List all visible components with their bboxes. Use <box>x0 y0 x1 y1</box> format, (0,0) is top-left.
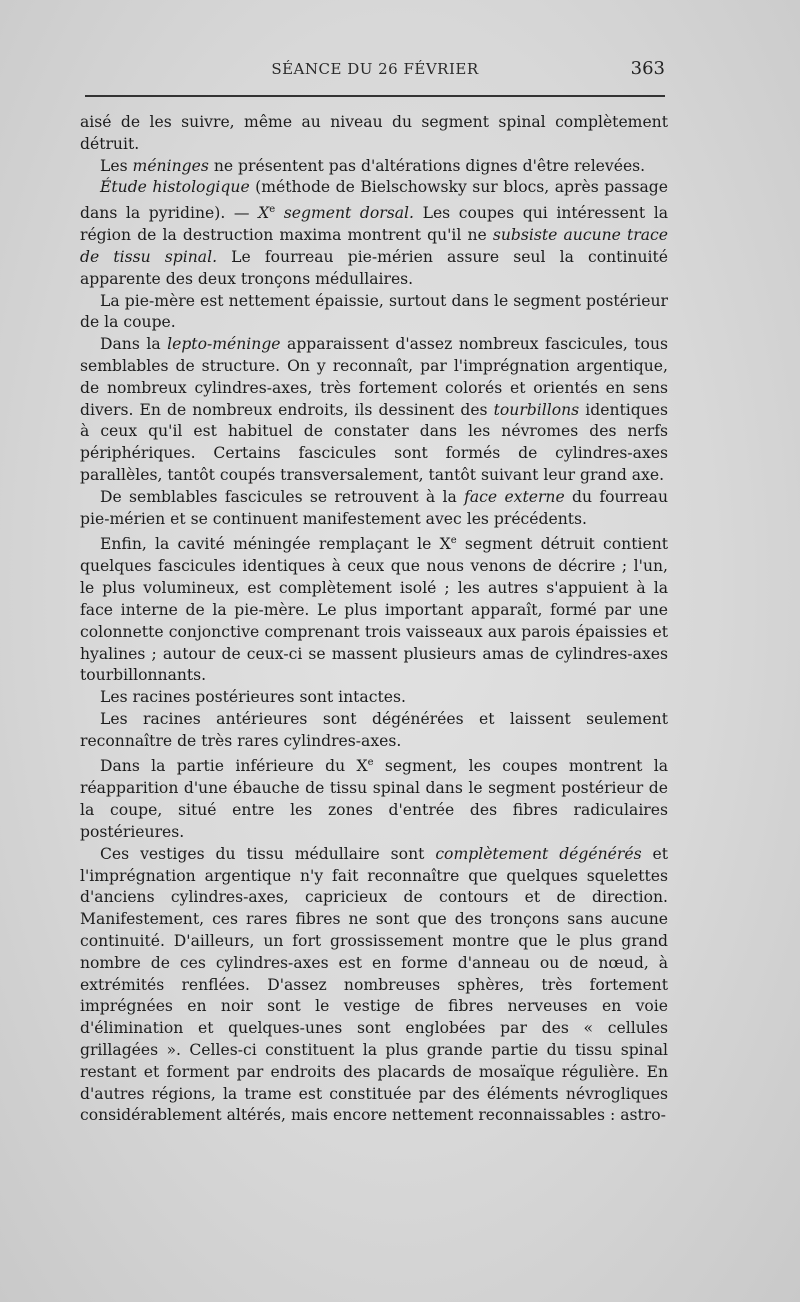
superscript: e <box>269 204 276 216</box>
text-run: De semblables fascicules se retrouvent à la <box>100 487 465 506</box>
italic-run: subsiste aucune trace de tissu spinal. <box>80 226 668 266</box>
page-header <box>85 58 665 84</box>
italic-run: méninges <box>132 156 209 175</box>
italic-run: segment dorsal. <box>283 204 414 223</box>
text-run: Enfin, la cavité méningée remplaçant le X <box>100 535 451 554</box>
text-run: Les racines antérieures sont dégénérées et laissent seulement reconnaître de très rares cylindres-axes. <box>80 709 668 750</box>
text-run: (méthode de Bielschowsky sur blocs, après passage dans la pyridine). — <box>80 178 668 223</box>
paragraph <box>80 291 668 335</box>
italic-run: X <box>258 204 270 223</box>
italic-run: complètement dégénérés <box>435 844 642 863</box>
text-run: Le fourreau pie-mérien assure seul la continuité apparente des deux tronçons médullaires. <box>80 247 669 288</box>
text-run: Les coupes qui intéressent la région de la destruction maxima montrent qu'il ne <box>80 204 669 245</box>
text-run: du fourreau pie-mérien et se continuent manifestement avec les précédents. <box>80 487 668 528</box>
paragraph <box>80 709 668 753</box>
text-run: Ces vestiges du tissu médullaire sont <box>100 844 436 863</box>
paragraph <box>80 687 668 709</box>
header-rule <box>85 95 665 97</box>
superscript: e <box>367 757 374 769</box>
paragraph <box>80 844 668 1127</box>
text-run: et l'imprégnation argentique n'y fait reconnaître que quelques squelettes d'anciens cylindres-axes, capricieux de contours et de direction. Manifestement, ces rares fibres ne sont que des tronçons sans aucune continuité. D'ailleurs, un fort grossissement montre que le plus grand nombre de ces cylindres-axes est en forme d'anneau ou de nœud, à extrémités renflées. D'assez nombreuses sphères, très fortement imprégnées en noir sont le vestige de fibres nerveuses en voie d'élimination et quelques-unes sont englobées par des « cellules grillagées ». Celles-ci constituent la plus grande partie du tissu spinal restant et forment par endroits des placards de mosaïque régulière. En d'autres régions, la trame est constituée par des éléments névrogliques considérablement altérés, mais encore nettement reconnaissables : astro- <box>80 844 669 1125</box>
paragraph <box>80 530 668 687</box>
page-number: 363 <box>630 58 665 79</box>
running-head: SÉANCE DU 26 FÉVRIER <box>271 60 479 78</box>
superscript: e <box>450 535 457 547</box>
body-text <box>80 112 668 1127</box>
paragraph <box>80 334 668 487</box>
text-run: Les <box>100 156 133 175</box>
text-run: identiques à ceux qu'il est habituel de constater dans les névromes des nerfs périphériques. Certains fascicules sont formés de cylindres-axes parallèles, tantôt coupés transversalement, tantôt suivant leur grand axe. <box>80 400 668 484</box>
text-run: Dans la partie inférieure du X <box>100 757 368 776</box>
italic-run: face externe <box>464 487 565 506</box>
text-run: Dans la <box>100 335 168 354</box>
text-run: La pie-mère est nettement épaissie, surtout dans le segment postérieur de la coupe. <box>80 291 668 332</box>
paragraph <box>80 177 668 290</box>
paragraph <box>80 156 668 178</box>
text-run: segment, les coupes montrent la réapparition d'une ébauche de tissu spinal dans le segment postérieur de la coupe, situé entre les zones d'entrée des fibres radiculaires postérieures. <box>80 757 668 842</box>
italic-run: lepto-méninge <box>167 335 281 354</box>
italic-run: tourbillons <box>493 400 580 419</box>
italic-run: Étude histologique <box>100 178 250 197</box>
paragraph <box>80 487 668 531</box>
text-run: Les racines postérieures sont intactes. <box>100 688 406 707</box>
text-run: segment détruit contient quelques fascicules identiques à ceux que nous venons de décrire ; l'un, le plus volumineux, est complètement isolé ; les autres s'appuient à la face interne de la pie-mère. Le plus important apparaît, formé par une colonnette conjonctive comprenant trois vaisseaux aux parois épaissies et hyalines ; autour de ceux-ci se massent plusieurs amas de cylindres-axes tourbillonnants. <box>80 535 668 685</box>
paragraph <box>80 752 668 843</box>
text-run: apparaissent d'assez nombreux fascicules, tous semblables de structure. On y reconnaît, par l'imprégnation argentique, de nombreux cylindres-axes, très fortement colorés et orientés en sens divers. En de nombreux endroits, ils dessinent des <box>80 335 668 419</box>
paragraph <box>80 112 668 156</box>
text-run <box>275 204 284 222</box>
text-run: aisé de les suivre, même au niveau du segment spinal complètement détruit. <box>80 113 668 153</box>
text-run: ne présentent pas d'altérations dignes d'être relevées. <box>208 156 646 175</box>
